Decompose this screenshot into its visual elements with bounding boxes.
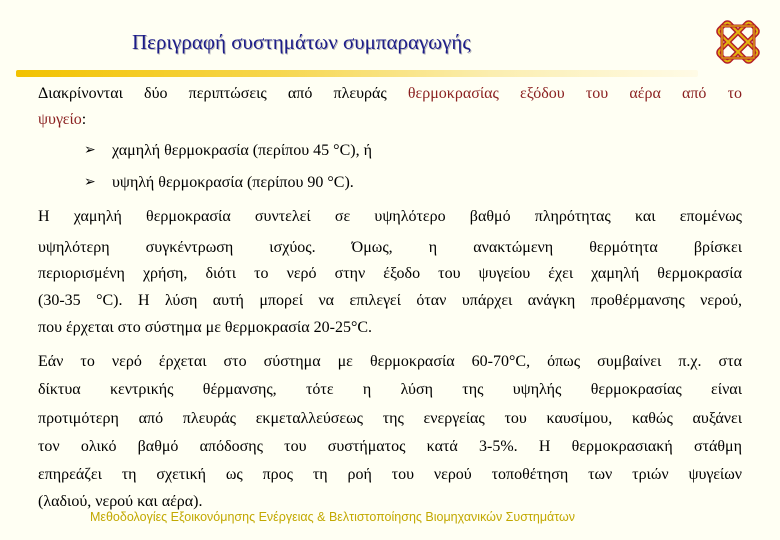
paragraph-2-line: τον ολικό βαθμό απόδοσης του συστήματος κατά 3-5%. Η θερμοκρασιακή στάθμη	[38, 438, 742, 455]
university-logo-icon	[708, 12, 768, 72]
intro-line-2	[38, 110, 742, 130]
bullet-item-low-temperature: χαμηλή θερμοκρασία (περίπου 45 °C), ή	[112, 142, 372, 159]
paragraph-2-line: δίκτυα κεντρικής θέρμανσης, τότε η λύση της υψηλής θερμοκρασίας είναι	[38, 381, 742, 398]
paragraph-1-line: που έρχεται στο σύστημα με θερμοκρασία 20-25°C.	[38, 319, 373, 336]
intro-highlight: θερμοκρασίας εξόδου του αέρα από το	[407, 85, 743, 102]
paragraph-1-line: Η χαμηλή θερμοκρασία συντελεί σε υψηλότερο βαθμό πληρότητας και επομένως	[38, 208, 742, 225]
paragraph-2-line: προτιμότερη από πλευράς εκμεταλλεύσεως της ενεργείας του καυσίμου, καθώς αυξάνει	[38, 410, 742, 427]
title-underline-bar	[16, 70, 698, 77]
intro-colon: :	[81, 111, 87, 128]
intro-highlight-continued: ψυγείο	[38, 111, 82, 128]
arrow-bullet-icon: ➢	[84, 143, 96, 158]
intro-text: Διακρίνονται δύο περιπτώσεις από πλευράς	[38, 85, 408, 102]
paragraph-2-line: Εάν το νερό έρχεται στο σύστημα με θερμοκρασία 60-70°C, όπως συμβαίνει π.χ. στα	[38, 353, 742, 370]
arrow-bullet-icon: ➢	[84, 175, 96, 190]
paragraph-1-line: υψηλότερη συγκέντρωση ισχύος. Όμως, η ανακτώμενη θερμότητα βρίσκει	[38, 239, 742, 256]
intro-line-1	[38, 84, 742, 104]
paragraph-1-line: περιορισμένη χρήση, διότι το νερό στην έξοδο του ψυγείου έχει χαμηλή θερμοκρασία	[38, 265, 742, 282]
paragraph-1-line: (30-35 °C). Η λύση αυτή μπορεί να επιλεγεί όταν υπάρχει ανάγκη προθέρμανσης νερού,	[38, 292, 742, 309]
slide-title: Περιγραφή συστημάτων συμπαραγωγής	[132, 30, 471, 54]
paragraph-2-line: επηρεάζει τη σχετική ως προς τη ροή του νερού τοποθέτηση των τριών ψυγείων	[38, 466, 742, 483]
footer-course-title: Μεθοδολογίες Εξοικονόμησης Ενέργειας & Βελτιστοποίησης Βιομηχανικών Συστημάτων	[90, 510, 576, 524]
bullet-item-high-temperature: υψηλή θερμοκρασία (περίπου 90 °C).	[112, 174, 354, 191]
paragraph-2-line: (λαδιού, νερού και αέρα).	[38, 493, 203, 510]
